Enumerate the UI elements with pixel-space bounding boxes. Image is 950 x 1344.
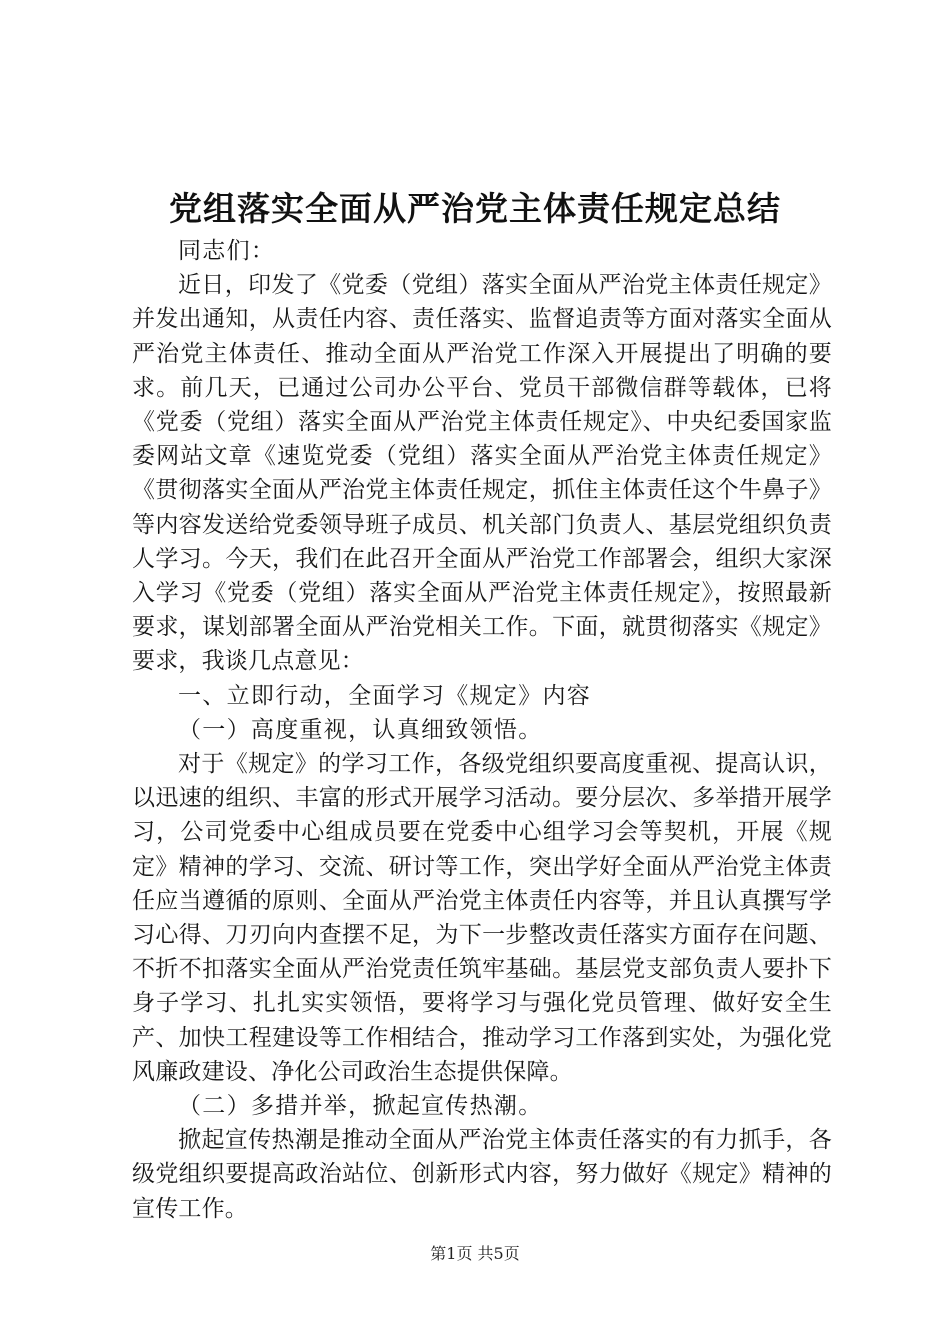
salutation-paragraph: 同志们：	[178, 238, 276, 264]
intro-paragraph: 近日，印发了《党委（党组）落实全面从严治党主体责任规定》并发出通知，从责任内容、责任落实、监督追责等方面对落实全面从严治党主体责任、推动全面从严治党工作深入开展提出了明确的要求。前几天，已通过公司办公平台、党员干部微信群等载体，已将《党委（党组）落实全面从严治党主体责任规定》、中央纪委国家监委网站文章《速览党委（党组）落实全面从严治党主体责任规定》《贯彻落实全面从严治党主体责任规定，抓住主体责任这个牛鼻子》等内容发送给党委领导班子成员、机关部门负责人、基层党组织负责人学习。今天，我们在此召开全面从严治党工作部署会，组织大家深入学习《党委（党组）落实全面从严治党主体责任规定》，按照最新要求，谋划部署全面从严治党相关工作。下面，就贯彻落实《规定》要求，我谈几点意见：	[132, 272, 832, 675]
study-paragraph: 对于《规定》的学习工作，各级党组织要高度重视、提高认识，以迅速的组织、丰富的形式开展学习活动。要分层次、多举措开展学习，公司党委中心组成员要在党委中心组学习会等契机，开展《规定》精神的学习、交流、研讨等工作，突出学好全面从严治党主体责任应当遵循的原则、全面从严治党主体责任内容等，并且认真撰写学习心得、刀刃向内查摆不足，为下一步整改责任落实方面存在问题、不折不扣落实全面从严治党责任筑牢基础。基层党支部负责人要扑下身子学习、扎扎实实领悟，要将学习与强化党员管理、做好安全生产、加快工程建设等工作相结合，推动学习工作落到实处，为强化党风廉政建设、净化公司政治生态提供保障。	[132, 751, 832, 1085]
document-title: 党组落实全面从严治党主体责任规定总结	[169, 189, 781, 228]
subsection-heading-2: （二）多措并举，掀起宣传热潮。	[178, 1093, 543, 1120]
publicity-paragraph: 掀起宣传热潮是推动全面从严治党主体责任落实的有力抓手，各级党组织要提高政治站位、创新形式内容，努力做好《规定》精神的宣传工作。	[132, 1127, 832, 1222]
section-heading: 一、立即行动，全面学习《规定》内容	[178, 682, 592, 709]
document-body	[132, 234, 832, 1226]
subsection-heading-1: （一）高度重视，认真细致领悟。	[178, 716, 543, 743]
page-number-footer: 第1页 共5页	[430, 1244, 520, 1263]
